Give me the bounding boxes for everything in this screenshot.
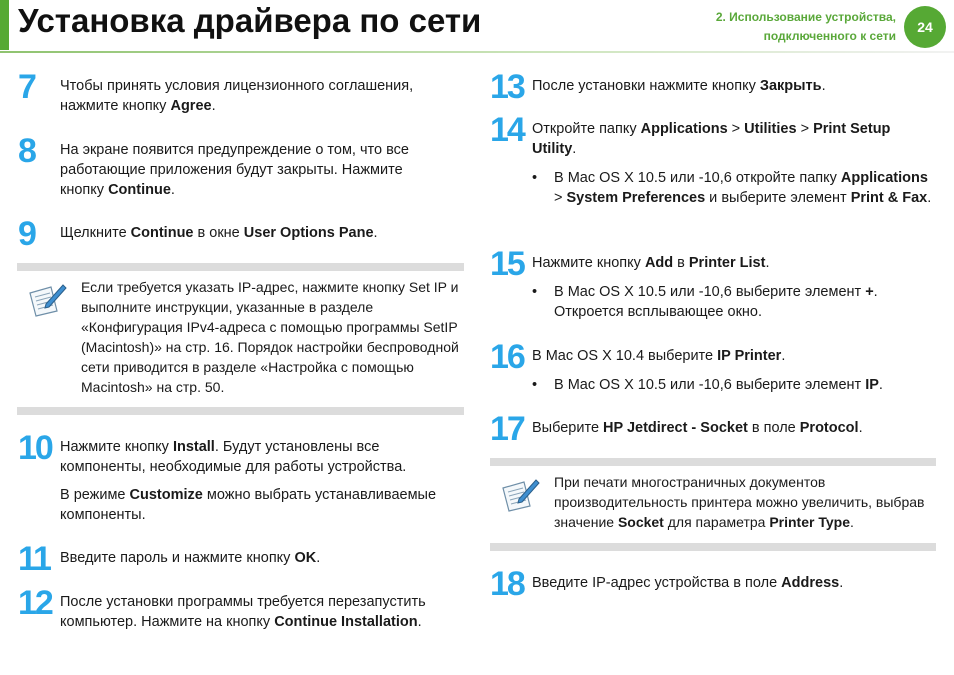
section-reference[interactable] xyxy=(716,8,896,46)
step-text: Откройте папку Applications > Utilities > Print Setup Utility. • В Mac OS X 10.5 или -10,6 откройте папку Applications > System Preferences и выберите элемент Print & Fax. xyxy=(532,119,937,208)
step-number: 13 xyxy=(490,68,524,106)
section-ref-line2: подключенного к сети xyxy=(763,29,896,43)
note-box-socket xyxy=(490,458,936,551)
note-text: Если требуется указать IP-адрес, нажмите кнопку Set IP и выполните инструкции, указанные в разделе «Конфигурация IPv4-адреса с помощью программы SetIP (Macintosh)» на стр. 16. Порядок настройки беспроводной сети приводится в разделе «Настройка с помощью Macintosh» на стр. 50. xyxy=(81,279,459,395)
note-text: При печати многостраничных документов производительность принтера можно увеличить, выбрав значение Socket для параметра Printer Type. xyxy=(554,474,925,530)
step-number: 18 xyxy=(490,565,524,603)
step-number: 15 xyxy=(490,245,524,283)
section-ref-line1: 2. Использование устройства, xyxy=(715,10,896,24)
step-text: Чтобы принять условия лицензионного соглашения, нажмите кнопку Agree. xyxy=(60,78,414,114)
step-number: 11 xyxy=(18,540,50,578)
step-text: В Mac OS X 10.4 выберите IP Printer. • В Mac OS X 10.5 или -10,6 выберите элемент IP. xyxy=(532,346,932,395)
step-number: 17 xyxy=(490,410,524,448)
page-number-badge: 24 xyxy=(904,6,946,48)
step-text: На экране появится предупреждение о том, что все работающие приложения будут закрыты. Нажмите кнопку Continue. xyxy=(60,142,409,198)
step-text: Введите IP-адрес устройства в поле Address. xyxy=(532,575,844,591)
step-text: Нажмите кнопку Install. Будут установлены все компоненты, необходимые для работы устройства. В режиме Customize можно выбрать устанавливаемые компоненты. xyxy=(60,439,437,523)
page-title: Установка драйвера по сети xyxy=(18,2,482,39)
header-divider xyxy=(0,51,954,53)
bullet-item: • В Mac OS X 10.5 или -10,6 откройте папку Applications > System Preferences и выберите элемент Print & Fax. xyxy=(532,168,937,208)
step-number: 8 xyxy=(18,132,35,170)
step-text: Выберите HP Jetdirect - Socket в поле Protocol. xyxy=(532,420,863,436)
step-text: После установки нажмите кнопку Закрыть. xyxy=(532,78,826,94)
step-number: 10 xyxy=(18,429,52,467)
bullet-item: • В Mac OS X 10.5 или -10,6 выберите элемент +. Откроется всплывающее окно. xyxy=(532,282,932,322)
step-number: 12 xyxy=(18,584,52,622)
step-text: После установки программы требуется перезапустить компьютер. Нажмите на кнопку Continue Installation. xyxy=(60,594,426,630)
step-number: 9 xyxy=(18,215,35,253)
step-text: Нажмите кнопку Add в Printer List. • В Mac OS X 10.5 или -10,6 выберите элемент +. Откроется всплывающее окно. xyxy=(532,253,932,322)
note-pencil-icon xyxy=(27,283,67,317)
bullet-item: • В Mac OS X 10.5 или -10,6 выберите элемент IP. xyxy=(532,375,932,395)
step-number: 16 xyxy=(490,338,524,376)
step-number: 14 xyxy=(490,111,524,149)
step-number: 7 xyxy=(18,68,35,106)
step-text: Щелкните Continue в окне User Options Pane. xyxy=(60,225,378,241)
note-pencil-icon xyxy=(500,478,540,512)
step-text: Введите пароль и нажмите кнопку OK. xyxy=(60,550,321,566)
header-accent-bar xyxy=(0,0,9,50)
note-box-ip xyxy=(17,263,464,415)
